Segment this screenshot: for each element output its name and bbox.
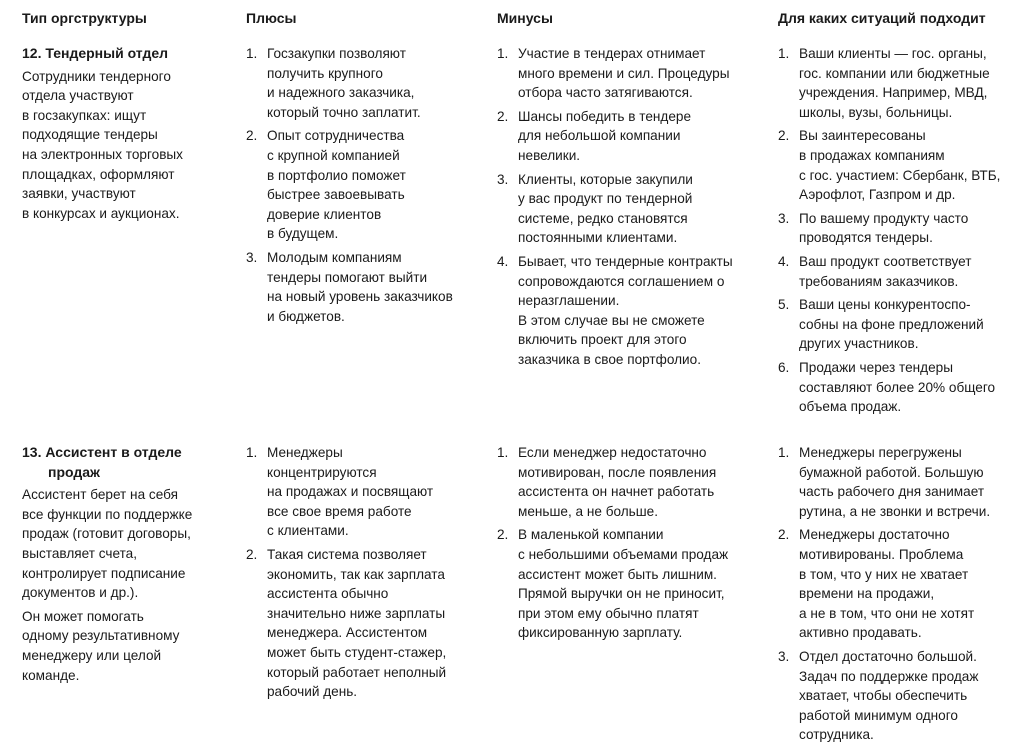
section-13-type: [22, 443, 222, 689]
list-item: 6. Продажи через тендеры составляют более 20% общего объема продаж.: [778, 359, 996, 415]
section-description: Сотрудники тендерного отдела участвуют в госзакупках: ищут подходящие тендеры на электронных торговых площадках, оформляют заявки, участвуют в конкурсах и аукционах.: [22, 68, 183, 221]
list-item: 3. Клиенты, которые закупили у вас продукт по тендерной системе, редко становятся постоянными клиентами.: [497, 171, 693, 246]
section-title: 13. Ассистент в отделе продаж: [22, 444, 182, 480]
section-12-cons-list: [497, 44, 762, 374]
header-fits: Для каких ситуаций подходит: [778, 10, 986, 26]
list-item: 2. Вы заинтересованы в продажах компаниям с гос. участием: Сбербанк, ВТБ, Аэрофлот, Газпром и др.: [778, 128, 1001, 203]
list-item: 2. Такая система позволяет экономить, так как зарплата ассистента обычно значительно ниже зарплаты менеджера. Ассистентом может быть студент-стажер, который работает неполный рабочий день.: [246, 546, 447, 700]
header-org-type: Тип оргструктуры: [22, 10, 147, 26]
list-item: 1. Менеджеры перегружены бумажной работой. Большую часть рабочего дня занимает рутина, а не звонки и встречи.: [778, 445, 991, 519]
list-item: 4. Ваш продукт соответствует требованиям заказчиков.: [778, 253, 972, 289]
list-item: 3. По вашему продукту часто проводятся тендеры.: [778, 210, 969, 246]
section-description: Ассистент берет на себя все функции по поддержке продаж (готовит договоры, выставляет счета, контролирует подписание документов и др.).: [22, 487, 193, 601]
list-item: 2. Менеджеры достаточно мотивированы. Проблема в том, что у них не хватает времени на продажи, а не в том, что они не хотят активно продавать.: [778, 527, 975, 641]
list-item: 3. Отдел достаточно большой. Задач по поддержке продаж хватает, чтобы обеспечить работой минимум одного сотрудника.: [778, 648, 979, 743]
list-item: 4. Бывает, что тендерные контракты сопровождаются соглашением о неразглашении. В этом случае вы не сможете включить проект для этого заказчика в свое портфолио.: [497, 253, 733, 367]
section-description: Он может помогать одному результативному менеджеру или целой команде.: [22, 608, 180, 683]
section-12-pros-list: [246, 44, 482, 330]
section-13-fits-list: [778, 443, 1028, 749]
list-item: 2. В маленькой компании с небольшими объемами продаж ассистент может быть лишним. Прямой выручки он не приносит, при этом ему обычно платят фиксированную зарплату.: [497, 527, 729, 641]
list-item: 5. Ваши цены конкурентоспо- собны на фоне предложений других участников.: [778, 297, 984, 352]
list-item: 3. Молодым компаниям тендеры помогают выйти на новый уровень заказчиков и бюджетов.: [246, 249, 453, 324]
section-12-fits-list: [778, 44, 1028, 421]
section-12-type: [22, 44, 222, 227]
header-pros: Плюсы: [246, 10, 297, 26]
list-item: 1. Если менеджер недостаточно мотивирован, после появления ассистента он начнет работать меньше, а не больше.: [497, 445, 717, 519]
list-item: 2. Шансы победить в тендере для небольшой компании невелики.: [497, 108, 692, 163]
section-title: 12. Тендерный отдел: [22, 45, 169, 61]
list-item: 1. Участие в тендерах отнимает много времени и сил. Процедуры отбора часто затягиваются.: [497, 46, 730, 101]
header-cons: Минусы: [497, 10, 553, 26]
section-13-pros-list: [246, 443, 482, 706]
list-item: 1. Ваши клиенты — гос. органы, гос. компании или бюджетные учреждения. Например, МВД, школы, вузы, больницы.: [778, 46, 990, 120]
section-13-cons-list: [497, 443, 762, 647]
list-item: 1. Менеджеры концентрируются на продажах и посвящают все свое время работе с клиентами.: [246, 445, 434, 539]
list-item: 1. Госзакупки позволяют получить крупного и надежного заказчика, который точно заплатит.: [246, 46, 421, 120]
list-item: 2. Опыт сотрудничества с крупной компанией в портфолио поможет быстрее завоевывать доверие клиентов в будущем.: [246, 128, 406, 242]
